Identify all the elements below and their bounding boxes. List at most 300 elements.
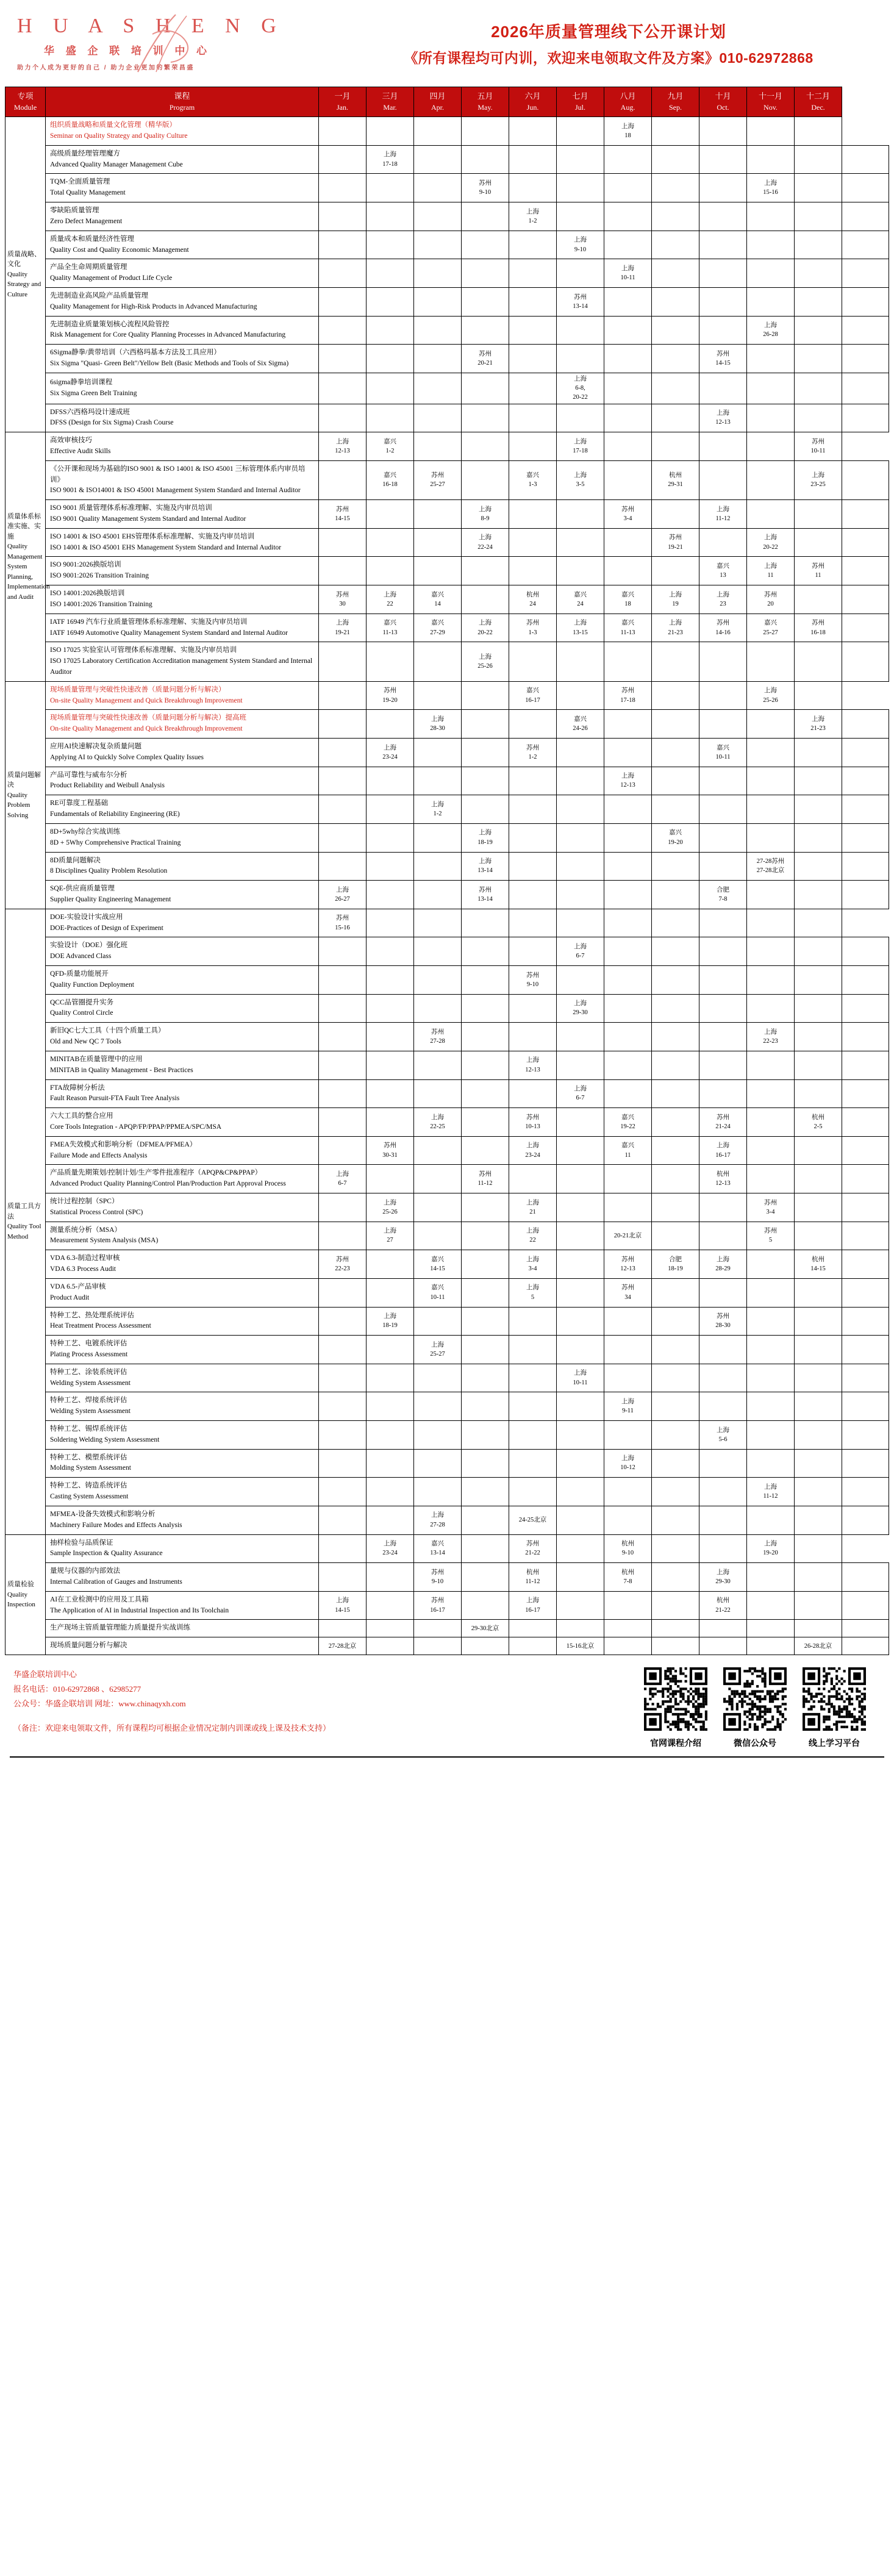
schedule-cell [557,909,604,937]
schedule-entry: 7-8 [623,1578,632,1585]
module-cell [5,1534,46,1655]
schedule-entry: 上海 [526,208,539,215]
schedule-entry: 苏州 [384,1142,396,1150]
schedule-entry: 上海 [764,180,777,187]
program-name-en: Core Tools Integration - APQP/FP/PPAP/PPMEA/SPC/MSA [50,1123,222,1131]
program-name-en: Quality Control Circle [50,1009,113,1017]
schedule-cell [414,345,462,373]
schedule-cell [462,937,509,966]
program-cell [46,1051,319,1079]
schedule-entry: 19-22 [620,1123,635,1130]
column-header-mar [367,87,414,117]
schedule-cell [795,710,842,739]
program-name-en: Machinery Failure Modes and Effects Analysis [50,1521,182,1529]
schedule-cell [462,1637,509,1655]
schedule-cell [319,1023,367,1051]
program-name-cn: 先进制造业质量策划核心流程风险管控 [50,320,170,328]
module-label-en: Quality Problem Solving [7,791,30,819]
schedule-entry: 上海 [479,620,492,627]
schedule-cell [319,345,367,373]
schedule-cell [414,1392,462,1421]
schedule-cell [842,373,889,404]
footer-divider [10,1756,884,1758]
schedule-cell [842,1478,889,1506]
schedule-cell [557,460,604,499]
schedule-entry: 上海 [764,1540,777,1548]
program-cell [46,614,319,642]
schedule-entry: 11-12 [477,1180,493,1187]
schedule-cell [842,823,889,852]
schedule-cell [699,1307,747,1336]
table-row [5,500,889,529]
schedule-entry: 上海 [764,322,777,329]
schedule-entry: 苏州 [764,591,777,598]
schedule-cell [699,259,747,288]
schedule-entry: 上海 [431,801,444,808]
schedule-cell [509,404,557,432]
schedule-cell [842,852,889,881]
program-cell [46,432,319,461]
schedule-cell [747,1136,795,1165]
schedule-cell [652,614,699,642]
schedule-entry: 苏州 [479,1170,492,1178]
schedule-cell [699,937,747,966]
schedule-cell [367,823,414,852]
schedule-entry: 1-2 [433,810,442,818]
schedule-cell [319,528,367,557]
schedule-cell [462,174,509,202]
schedule-cell [652,1563,699,1592]
program-name-en: Zero Defect Management [50,217,123,225]
table-row [5,642,889,681]
schedule-cell [414,231,462,259]
schedule-entry: 25-27 [763,629,778,636]
schedule-cell [842,202,889,231]
schedule-entry: 19-20 [382,696,398,704]
schedule-cell [652,1079,699,1108]
schedule-entry: 27-28北京 [328,1642,357,1650]
module-cell [5,681,46,909]
schedule-entry: 上海 [574,472,587,479]
schedule-cell [604,642,652,681]
schedule-entry: 14-15 [335,1606,350,1614]
schedule-cell [699,1637,747,1655]
schedule-cell [699,1336,747,1364]
program-name-cn: FMEA失效模式和影响分析（DFMEA/PFMEA） [50,1140,197,1148]
schedule-cell [367,287,414,316]
program-cell [46,1620,319,1637]
schedule-entry: 嘉兴 [717,563,729,570]
program-name-en: Effective Audit Skills [50,447,111,455]
schedule-entry: 20-21北京 [613,1232,642,1239]
program-cell [46,1136,319,1165]
schedule-cell [319,1108,367,1137]
schedule-cell [795,1506,842,1534]
schedule-cell [557,681,604,710]
schedule-entry: 14-15 [335,515,350,523]
module-label-cn: 质量工具方法 [7,1203,41,1220]
table-row [5,795,889,824]
schedule-cell [367,373,414,404]
schedule-cell [557,994,604,1023]
schedule-cell [699,823,747,852]
table-row [5,1307,889,1336]
schedule-cell [842,1637,889,1655]
schedule-entry: 苏州 [717,620,729,627]
program-cell [46,404,319,432]
schedule-entry: 上海 [479,534,492,542]
program-cell [46,823,319,852]
program-name-cn: 组织质量战略和质量文化管理（精华版） [50,121,176,129]
schedule-cell [557,432,604,461]
schedule-cell [462,373,509,404]
schedule-entry: 杭州 [717,1170,729,1178]
schedule-cell [319,1051,367,1079]
program-name-en: Risk Management for Core Quality Planning Processes in Advanced Manufacturing [50,331,286,339]
schedule-cell [652,767,699,795]
program-name-cn: 特种工艺、模塑系统评估 [50,1453,127,1461]
schedule-entry: 1-3 [528,629,537,636]
schedule-cell [699,460,747,499]
column-header-dec [795,87,842,117]
table-row [5,1364,889,1392]
schedule-cell [747,1478,795,1506]
column-header-en: Module [13,102,37,112]
schedule-cell [462,1392,509,1421]
column-header-en: Apr. [431,102,444,112]
schedule-entry: 13 [720,572,726,579]
schedule-entry: 20 [767,600,774,607]
schedule-entry: 嘉兴 [574,715,587,723]
module-label-cn: 质量问题解决 [7,771,41,789]
schedule-cell [699,404,747,432]
schedule-cell [319,739,367,767]
program-name-en: Total Quality Management [50,189,126,197]
schedule-cell [842,1193,889,1222]
schedule-entry: 10-11 [620,274,635,282]
program-name-cn: 零缺陷质量管理 [50,207,99,215]
schedule-cell [319,231,367,259]
schedule-cell [462,710,509,739]
schedule-entry: 上海 [574,1000,587,1007]
schedule-cell [747,174,795,202]
schedule-entry: 18 [624,600,631,607]
schedule-cell [414,881,462,909]
program-name-en: Advanced Quality Manager Management Cube [50,160,183,168]
schedule-cell [604,1421,652,1450]
schedule-cell [367,1051,414,1079]
schedule-cell [699,739,747,767]
column-header-en: Program [169,102,195,112]
program-name-cn: FTA故障树分析法 [50,1084,105,1092]
schedule-entry: 上海 [812,472,824,479]
schedule-cell [652,259,699,288]
schedule-entry: 苏州 [812,438,824,445]
column-header-jul [557,87,604,117]
title-line-2: 《所有课程均可内训，欢迎来电领取文件及方案》010-62972868 [404,50,814,66]
schedule-entry: 杭州 [669,472,682,479]
schedule-cell [842,585,889,614]
schedule-cell [747,432,795,461]
schedule-cell [699,117,747,146]
schedule-cell [699,1193,747,1222]
schedule-cell [795,852,842,881]
schedule-cell [842,557,889,585]
schedule-cell [795,373,842,404]
schedule-entry: 上海 [717,1142,729,1150]
schedule-cell [367,1136,414,1165]
schedule-cell [699,1108,747,1137]
schedule-cell [795,909,842,937]
schedule-cell [604,432,652,461]
program-name-en: Plating Process Assessment [50,1350,128,1358]
schedule-cell [509,881,557,909]
schedule-cell [557,231,604,259]
schedule-cell [509,1478,557,1506]
schedule-cell [604,500,652,529]
schedule-cell [557,614,604,642]
program-name-cn: ISO 14001:2026换版培训 [50,590,125,598]
program-cell [46,1449,319,1478]
schedule-cell [319,1421,367,1450]
schedule-cell [747,966,795,995]
schedule-entry: 9-11 [622,1408,634,1415]
schedule-cell [604,316,652,345]
schedule-entry: 11 [624,1151,631,1159]
schedule-cell [604,1449,652,1478]
schedule-cell [604,1108,652,1137]
schedule-cell [795,1563,842,1592]
schedule-entry: 上海 [384,1228,396,1235]
schedule-entry: 杭州 [717,1597,729,1605]
schedule-entry: 11-12 [763,1493,778,1500]
program-name-cn: 高级质量经理管理魔方 [50,149,120,157]
schedule-cell [699,1591,747,1620]
schedule-cell [842,1620,889,1637]
schedule-cell [557,795,604,824]
schedule-cell [414,1222,462,1250]
schedule-entry: 26-27 [335,895,350,903]
schedule-cell [557,1506,604,1534]
schedule-cell [842,994,889,1023]
schedule-cell [414,528,462,557]
schedule-cell [604,174,652,202]
schedule-cell [699,1392,747,1421]
program-name-cn: AI在工业检测中的应用及工具箱 [50,1595,149,1603]
schedule-cell [652,881,699,909]
schedule-entry: 25-26 [763,696,778,704]
schedule-entry: 苏州 [384,687,396,695]
schedule-cell [462,202,509,231]
schedule-cell [557,1392,604,1421]
schedule-entry: 3-4 [766,1208,775,1215]
schedule-entry: 上海 [431,1512,444,1519]
schedule-cell [557,202,604,231]
schedule-cell [414,1278,462,1307]
schedule-entry: 上海 [764,687,777,695]
program-name-cn: 先进制造业高风险产品质量管理 [50,292,148,299]
schedule-entry: 苏州 [526,1114,539,1121]
qr-website[interactable] [644,1667,707,1749]
schedule-cell [462,404,509,432]
schedule-cell [842,966,889,995]
schedule-entry: 20-22 [477,629,493,636]
column-header-jan [319,87,367,117]
schedule-entry: 上海 [479,506,492,513]
schedule-cell [604,557,652,585]
schedule-cell [462,681,509,710]
program-name-en: ISO 14001 & ISO 45001 EHS Management System Standard and Internal Auditor [50,543,282,551]
schedule-cell [319,117,367,146]
schedule-entry: 22-25 [430,1123,445,1130]
schedule-cell [604,1023,652,1051]
module-cell [5,432,50,682]
qr-wechat[interactable] [723,1667,787,1749]
program-name-cn: 特种工艺、热处理系统评估 [50,1311,134,1319]
schedule-cell [795,231,842,259]
schedule-cell [699,145,747,174]
schedule-entry: 嘉兴 [384,620,396,627]
program-name-en: Product Reliability and Weibull Analysis [50,782,165,790]
schedule-entry: 11-12 [525,1578,540,1585]
schedule-cell [699,316,747,345]
schedule-cell [319,1637,367,1655]
schedule-cell [462,145,509,174]
schedule-cell [652,909,699,937]
schedule-cell [509,1392,557,1421]
schedule-entry: 上海 [717,1569,729,1576]
schedule-entry: 苏州 [621,687,634,695]
program-name-en: Supplier Quality Engineering Management [50,895,171,903]
schedule-entry: 19-20 [668,839,683,846]
schedule-entry: 21-23 [810,725,826,732]
schedule-cell [652,1023,699,1051]
schedule-cell [509,1165,557,1193]
column-header-en: Oct. [717,102,729,112]
schedule-cell [795,1637,842,1655]
schedule-entry: 上海 [764,1028,777,1036]
column-header-en: Aug. [620,102,635,112]
qr-wechat-caption: 微信公众号 [734,1738,776,1748]
schedule-cell [319,937,367,966]
schedule-entry: 嘉兴 [669,829,682,837]
schedule-entry: 上海 [621,1398,634,1405]
schedule-entry: 苏州 [621,1256,634,1263]
schedule-cell [699,1136,747,1165]
schedule-cell [747,316,795,345]
schedule-entry: 上海 [621,1455,634,1462]
column-header-apr [414,87,462,117]
schedule-entry: 17-18 [620,696,635,704]
schedule-entry: 7-8 [718,895,728,903]
schedule-entry: 19-21 [335,629,350,636]
schedule-cell [747,460,795,499]
schedule-entry: 9-10 [621,1550,634,1557]
schedule-cell [652,1478,699,1506]
schedule-cell [509,231,557,259]
schedule-cell [414,642,462,681]
schedule-cell [747,1620,795,1637]
qr-platform-icon [803,1667,866,1731]
column-header-program [46,87,319,117]
schedule-cell [604,145,652,174]
schedule-cell [604,823,652,852]
schedule-cell [795,1478,842,1506]
schedule-entry: 上海 [764,534,777,542]
schedule-entry: 上海 [574,943,587,950]
schedule-cell [604,1307,652,1336]
schedule-cell [367,1108,414,1137]
schedule-cell [795,1051,842,1079]
schedule-cell [795,614,842,642]
schedule-entry: 13-14 [430,1550,445,1557]
schedule-cell [604,1563,652,1592]
schedule-entry: 3-4 [528,1265,537,1273]
program-cell [46,1165,319,1193]
schedule-cell [462,585,509,614]
schedule-entry: 12-13 [620,782,635,789]
schedule-cell [462,1250,509,1279]
schedule-cell [795,404,842,432]
column-header-cn: 十一月 [758,91,782,101]
qr-platform[interactable] [803,1667,866,1749]
schedule-entry: 8-9 [481,515,490,523]
schedule-cell [367,585,414,614]
schedule-cell [509,966,557,995]
table-row [5,1478,889,1506]
schedule-entry: 10-13 [525,1123,540,1130]
schedule-cell [414,994,462,1023]
schedule-cell [462,1278,509,1307]
schedule-cell [319,1591,367,1620]
schedule-cell [604,1193,652,1222]
program-cell [46,1591,319,1620]
table-row [5,1051,889,1079]
schedule-cell [319,1620,367,1637]
schedule-cell [367,1421,414,1450]
schedule-cell [319,966,367,995]
schedule-cell [652,1534,699,1563]
schedule-cell [699,1421,747,1450]
program-cell [46,259,319,288]
schedule-cell [319,316,367,345]
schedule-cell [367,460,414,499]
schedule-cell [509,432,557,461]
schedule-cell [747,1336,795,1364]
schedule-cell [367,1563,414,1592]
schedule-cell [509,1079,557,1108]
program-cell [46,202,319,231]
schedule-cell [367,1222,414,1250]
schedule-entry: 上海 [384,744,396,751]
schedule-cell [604,202,652,231]
schedule-cell [462,1051,509,1079]
schedule-cell [414,287,462,316]
schedule-cell [842,1023,889,1051]
page-title [350,20,885,67]
schedule-cell [509,1108,557,1137]
schedule-cell [747,937,795,966]
schedule-cell [462,1193,509,1222]
schedule-entry: 上海 [526,1256,539,1263]
schedule-cell [367,231,414,259]
schedule-entry: 27-28北京 [756,867,785,875]
schedule-cell [367,259,414,288]
schedule-cell [414,202,462,231]
schedule-cell [462,557,509,585]
schedule-cell [367,1336,414,1364]
schedule-cell [699,432,747,461]
